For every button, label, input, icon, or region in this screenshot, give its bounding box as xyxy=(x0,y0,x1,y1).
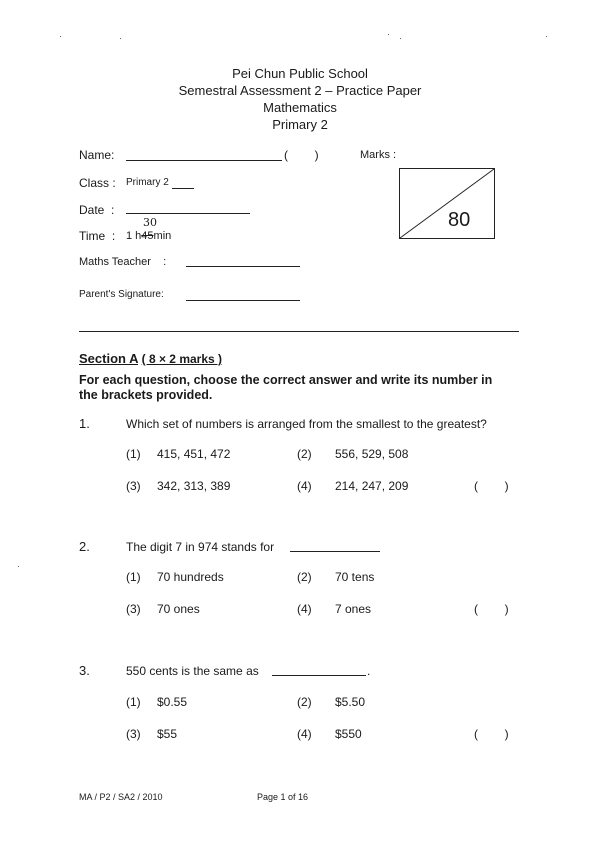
question-number: 1. xyxy=(79,416,90,431)
option-text: 415, 451, 472 xyxy=(157,447,231,461)
total-marks: 80 xyxy=(448,209,471,231)
teacher-label: Maths Teacher : xyxy=(79,256,167,268)
paper-code: MA / P2 / SA2 / 2010 xyxy=(79,792,163,802)
class-line[interactable] xyxy=(172,188,194,189)
header-divider xyxy=(79,331,519,332)
section-marks: ( 8 × 2 marks ) xyxy=(141,352,223,366)
scan-speck xyxy=(400,38,401,39)
level-title: Primary 2 xyxy=(272,117,328,132)
question-blank-line[interactable] xyxy=(272,675,366,676)
answer-brackets[interactable]: ( ) xyxy=(474,727,509,741)
option-label: (3) xyxy=(126,727,141,741)
time-struck-minutes: 45 xyxy=(141,230,154,242)
time-value xyxy=(126,230,171,242)
option-label: (4) xyxy=(297,479,312,493)
section-instruction-line1: For each question, choose the correct answer and write its number in xyxy=(79,373,493,387)
option-text: 342, 313, 389 xyxy=(157,479,231,493)
option-label: (2) xyxy=(297,695,312,709)
option-label: (3) xyxy=(126,602,141,616)
option-text: 70 hundreds xyxy=(157,570,224,584)
option-text: 70 ones xyxy=(157,602,200,616)
option-text: 7 ones xyxy=(335,602,372,616)
time-correction-handwritten: 30 xyxy=(143,216,157,229)
date-label: Date : xyxy=(79,203,115,217)
question-blank-line[interactable] xyxy=(290,551,380,552)
option-text: $55 xyxy=(157,727,178,741)
option-text: 214, 247, 209 xyxy=(335,479,409,493)
question-number: 3. xyxy=(79,663,90,678)
subject-title: Mathematics xyxy=(263,100,337,115)
class-label: Class : xyxy=(79,176,116,190)
answer-brackets[interactable]: ( ) xyxy=(474,602,509,616)
option-text: $550 xyxy=(335,727,362,741)
option-text: 70 tens xyxy=(335,570,375,584)
teacher-line[interactable] xyxy=(186,266,300,267)
question-text: Which set of numbers is arranged from the smallest to the greatest? xyxy=(126,417,487,431)
assessment-title: Semestral Assessment 2 – Practice Paper xyxy=(178,83,422,98)
question-number: 2. xyxy=(79,539,90,554)
class-value: Primary 2 xyxy=(126,177,169,188)
scan-speck xyxy=(18,566,19,567)
question-text: 550 cents is the same as xyxy=(126,664,259,678)
scan-speck xyxy=(546,36,547,37)
option-label: (4) xyxy=(297,602,312,616)
option-label: (4) xyxy=(297,727,312,741)
answer-brackets[interactable]: ( ) xyxy=(474,479,509,493)
scan-speck xyxy=(120,38,121,39)
option-label: (1) xyxy=(126,447,141,461)
option-label: (1) xyxy=(126,695,141,709)
scan-speck xyxy=(60,36,61,37)
option-label: (2) xyxy=(297,570,312,584)
parent-signature-label: Parent's Signature: xyxy=(79,289,164,300)
option-label: (3) xyxy=(126,479,141,493)
name-line[interactable] xyxy=(126,160,282,161)
marks-label: Marks : xyxy=(360,149,397,161)
school-name: Pei Chun Public School xyxy=(232,66,368,81)
section-title: Section A xyxy=(79,351,138,366)
option-label: (2) xyxy=(297,447,312,461)
time-unit: min xyxy=(153,230,172,242)
option-text: $0.55 xyxy=(157,695,188,709)
date-line[interactable] xyxy=(126,213,250,214)
time-hours: 1 h xyxy=(126,230,142,242)
name-label: Name: xyxy=(79,148,115,162)
option-text: $5.50 xyxy=(335,695,366,709)
marks-box-diagonal xyxy=(400,169,494,238)
page-number: Page 1 of 16 xyxy=(257,792,309,802)
section-instruction-line2: the brackets provided. xyxy=(79,388,213,402)
question-text: The digit 7 in 974 stands for xyxy=(126,540,275,554)
option-text: 556, 529, 508 xyxy=(335,447,409,461)
question-suffix: . xyxy=(367,664,371,678)
parent-signature-line[interactable] xyxy=(186,300,300,301)
option-label: (1) xyxy=(126,570,141,584)
section-heading xyxy=(79,351,222,366)
time-label: Time : xyxy=(79,229,116,243)
register-number-brackets[interactable]: ( ) xyxy=(284,148,319,162)
scan-speck xyxy=(388,34,389,35)
